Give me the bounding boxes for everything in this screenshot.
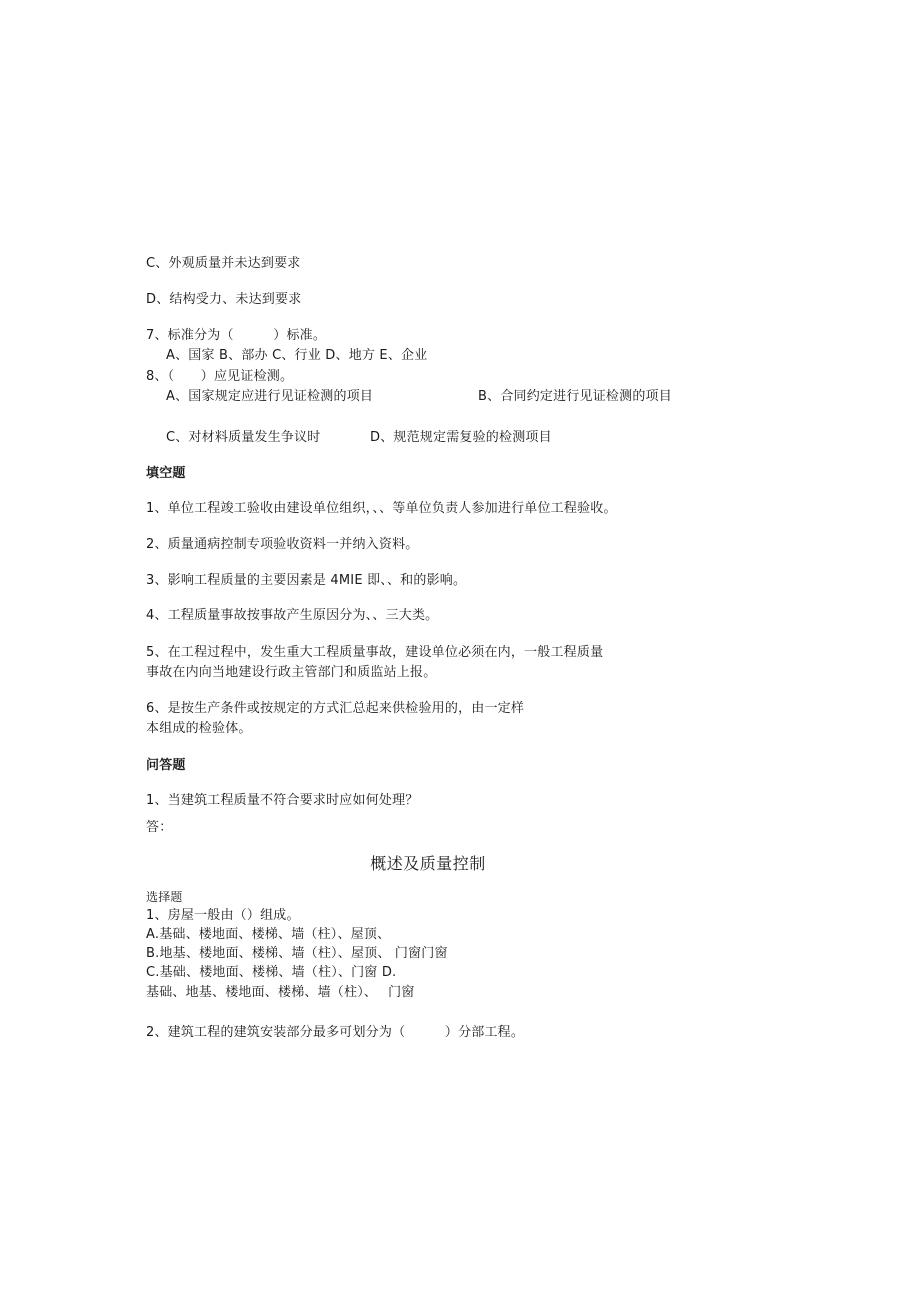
choice-heading: 选择题 [146,890,183,904]
q7-options: A、国家 B、部办 C、行业 D、地方 E、企业 [166,348,428,363]
fill-heading: 填空题 [146,466,186,481]
fill-q3: 3、影响工程质量的主要因素是 4MIE 即、、和的影响。 [146,573,467,588]
q6-option-c: C、外观质量并未达到要求 [146,256,301,271]
q8-stem: 8、（ ）应见证检测。 [146,369,294,384]
fill-q2: 2、质量通病控制专项验收资料一并纳入资料。 [146,537,419,552]
fill-q6-line2: 本组成的检验体。 [146,721,252,736]
s2-q1-line-d: 基础、地基、楼地面、楼梯、墙（柱）、 门窗 [146,985,415,1000]
s2-q1-line-b: B.地基、楼地面、楼梯、墙（柱）、屋顶、 门窗门窗 [146,946,448,961]
section-title: 概述及质量控制 [370,854,486,873]
qa-answer-label: 答： [146,820,173,835]
fill-q4: 4、工程质量事故按事故产生原因分为、、三大类。 [146,608,439,623]
q6-option-d: D、结构受力、未达到要求 [146,292,302,307]
qa-heading: 问答题 [146,758,186,773]
q8-option-a: A、国家规定应进行见证检测的项目 [166,389,374,404]
q8-option-d: D、规范规定需复验的检测项目 [370,430,552,445]
fill-q5-line1: 5、在工程过程中，发生重大工程质量事故，建设单位必须在内，一般工程质量 [146,645,604,660]
s2-q1-line-c: C.基础、楼地面、楼梯、墙（柱）、门窗 D. [146,965,397,980]
qa-q1: 1、当建筑工程质量不符合要求时应如何处理？ [146,793,419,808]
q8-option-b: B、合同约定进行见证检测的项目 [478,389,672,404]
s2-q1-line-a: A.基础、楼地面、楼梯、墙（柱）、屋顶、 [146,927,391,942]
fill-q1: 1、单位工程竣工验收由建设单位组织，、、等单位负责人参加进行单位工程验收。 [146,501,617,516]
fill-q5-line2: 事故在内向当地建设行政主管部门和质监站上报。 [146,665,437,680]
q7-stem: 7、标准分为（ ）标准。 [146,328,327,343]
q8-option-c: C、对材料质量发生争议时 [166,430,321,445]
fill-q6-line1: 6、是按生产条件或按规定的方式汇总起来供检验用的，由一定样 [146,701,525,716]
s2-q2-stem: 2、建筑工程的建筑安装部分最多可划分为（ ）分部工程。 [146,1025,525,1040]
s2-q1-stem: 1、房屋一般由（）组成。 [146,908,300,923]
